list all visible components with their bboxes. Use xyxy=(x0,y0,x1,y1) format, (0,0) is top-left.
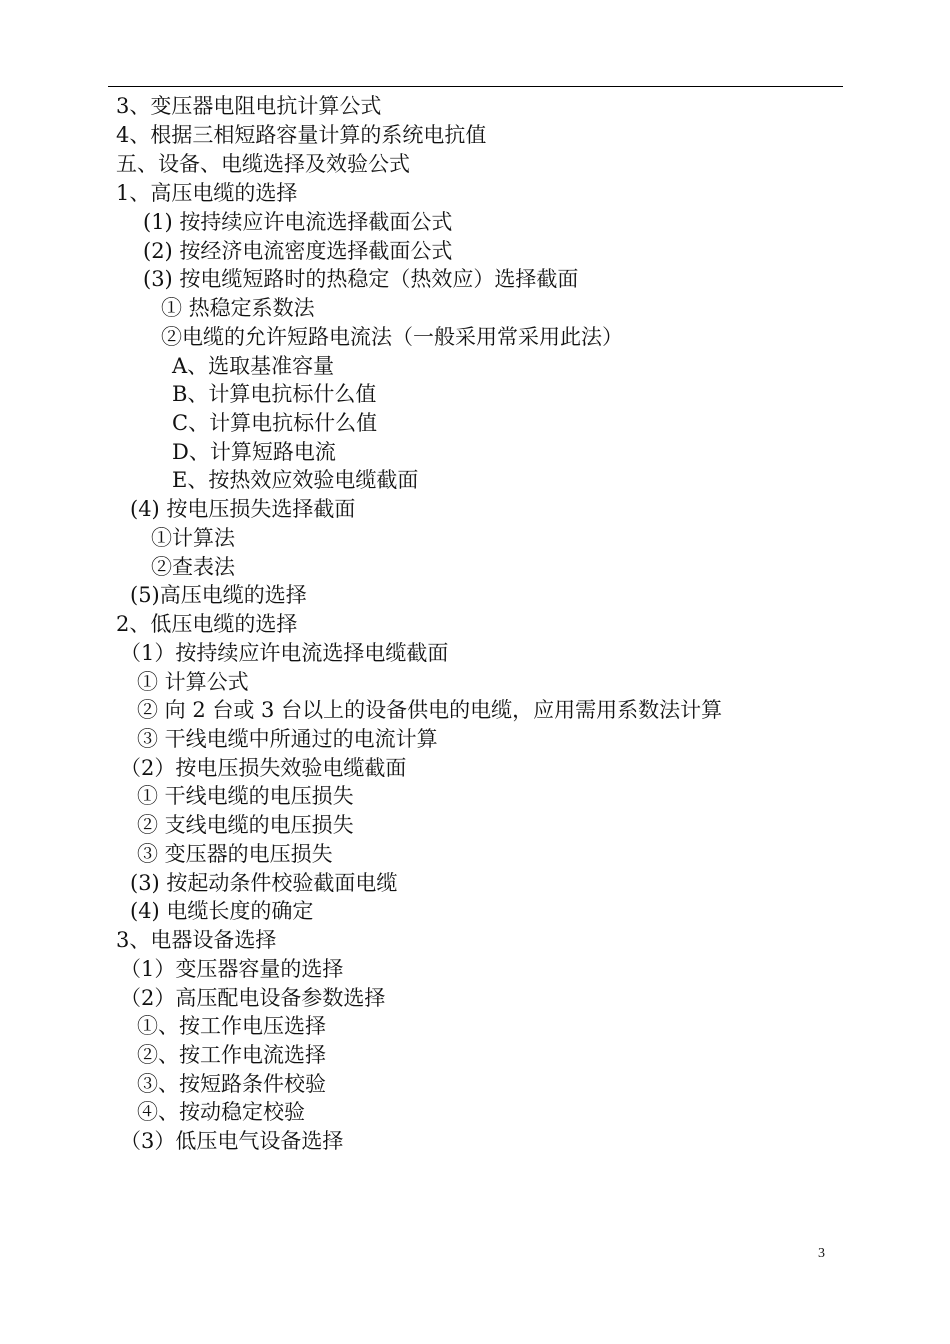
outline-line: ③ 干线电缆中所通过的电流计算 xyxy=(137,727,438,751)
outline-line: 五、设备、电缆选择及效验公式 xyxy=(116,152,410,176)
outline-line: 3、变压器电阻电抗计算公式 xyxy=(116,94,382,118)
outline-line: （2）按电压损失效验电缆截面 xyxy=(120,756,407,780)
outline-line: ②、按工作电流选择 xyxy=(137,1043,326,1067)
outline-line: 4、根据三相短路容量计算的系统电抗值 xyxy=(116,123,487,147)
page-number: 3 xyxy=(818,1246,825,1261)
outline-line: ② 向 2 台或 3 台以上的设备供电的电缆，应用需用系数法计算 xyxy=(137,698,723,722)
outline-line: ④、按动稳定校验 xyxy=(137,1100,305,1124)
outline-line: (4) 电缆长度的确定 xyxy=(130,899,314,923)
outline-line: 2、低压电缆的选择 xyxy=(116,612,298,636)
outline-line: C、计算电抗标什么值 xyxy=(172,411,378,435)
outline-line: (2) 按经济电流密度选择截面公式 xyxy=(143,239,453,263)
outline-line: （3）低压电气设备选择 xyxy=(120,1129,344,1153)
outline-line: B、计算电抗标什么值 xyxy=(172,382,377,406)
outline-line: 3、电器设备选择 xyxy=(116,928,277,952)
outline-line: (1) 按持续应许电流选择截面公式 xyxy=(143,210,453,234)
header-rule xyxy=(108,86,843,87)
outline-line: (5)高压电缆的选择 xyxy=(130,583,307,607)
outline-line: ②查表法 xyxy=(151,555,235,579)
outline-line: （2）高压配电设备参数选择 xyxy=(120,986,386,1010)
outline-line: (3) 按电缆短路时的热稳定（热效应）选择截面 xyxy=(143,267,579,291)
outline-line: E、按热效应效验电缆截面 xyxy=(172,468,419,492)
outline-line: 1、高压电缆的选择 xyxy=(116,181,298,205)
outline-line: （1）变压器容量的选择 xyxy=(120,957,344,981)
outline-line: ① 计算公式 xyxy=(137,670,249,694)
outline-line: A、选取基准容量 xyxy=(172,354,335,378)
outline-line: ① 热稳定系数法 xyxy=(161,296,315,320)
outline-line: ② 支线电缆的电压损失 xyxy=(137,813,354,837)
outline-line: ③ 变压器的电压损失 xyxy=(137,842,333,866)
outline-line: ①、按工作电压选择 xyxy=(137,1014,326,1038)
outline-line: D、计算短路电流 xyxy=(172,440,336,464)
outline-line: (3) 按起动条件校验截面电缆 xyxy=(130,871,398,895)
outline-line: ①计算法 xyxy=(151,526,235,550)
outline-line: (4) 按电压损失选择截面 xyxy=(130,497,356,521)
outline-line: （1）按持续应许电流选择电缆截面 xyxy=(120,641,449,665)
outline-line: ③、按短路条件校验 xyxy=(137,1072,326,1096)
outline-line: ① 干线电缆的电压损失 xyxy=(137,784,354,808)
outline-line: ②电缆的允许短路电流法（一般采用常采用此法） xyxy=(161,325,623,349)
